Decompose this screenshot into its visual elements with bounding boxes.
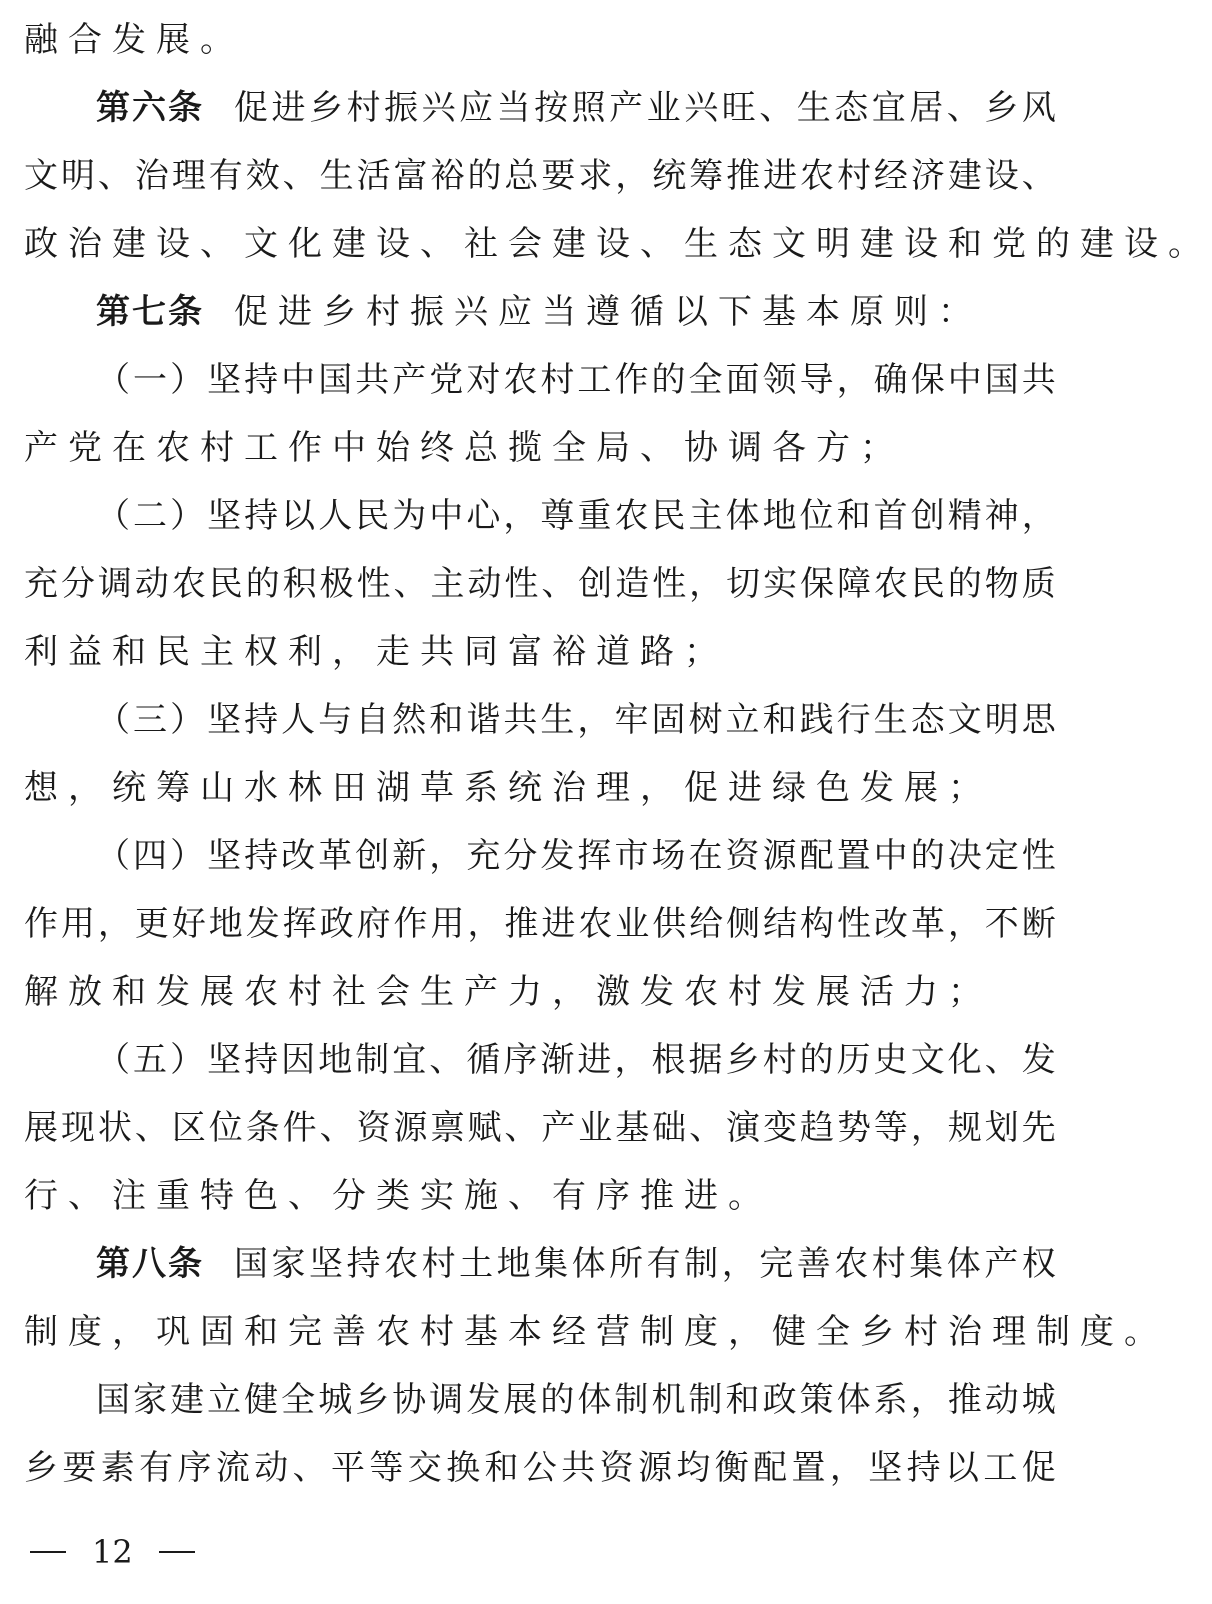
article-heading: 第七条 [96,292,204,332]
text-line: 融合发展。 [24,20,244,60]
text-line: （ 一 ） 坚 持 中 国 共 产 党 对 农 村 工 作 的 全 面 领 导 ， 确 保 中 国 共 [96,360,1056,400]
text-line: 促 进 乡 村 振 兴 应 当 按 照 产 业 兴 旺 、 生 态 宜 居 、 乡 风 [234,88,1056,128]
article-line [96,1240,1056,1288]
text-line: 国 家 建 立 健 全 城 乡 协 调 发 展 的 体 制 机 制 和 政 策 体 系 ， 推 动 城 [96,1380,1056,1420]
text-line: 想，统筹山水林田湖草系统治理，促进绿色发展； [24,768,992,808]
text-line: 产党在农村工作中始终总揽全局、协调各方； [24,428,904,468]
dash-left [30,1551,66,1553]
text-line: （ 四 ） 坚 持 改 革 创 新 ， 充 分 发 挥 市 场 在 资 源 配 置 中 的 决 定 性 [96,836,1056,876]
text-line: 促进乡村振兴应当遵循以下基本原则： [234,292,982,332]
text-line: 利益和民主权利，走共同富裕道路； [24,632,728,672]
article-line [96,84,1056,132]
text-line: 乡 要 素 有 序 流 动 、 平 等 交 换 和 公 共 资 源 均 衡 配 置 ， 坚 持 以 工 促 [24,1448,1056,1488]
article-heading: 第六条 [96,88,204,128]
text-line: 充 分 调 动 农 民 的 积 极 性 、 主 动 性 、 创 造 性 ， 切 实 保 障 农 民 的 物 质 [24,564,1056,604]
page-number: 12 [92,1533,133,1571]
text-line: 展 现 状 、 区 位 条 件 、 资 源 禀 赋 、 产 业 基 础 、 演 变 趋 势 等 ， 规 划 先 [24,1108,1056,1148]
text-line: 作 用 ， 更 好 地 发 挥 政 府 作 用 ， 推 进 农 业 供 给 侧 结 构 性 改 革 ， 不 断 [24,904,1056,944]
page-footer [30,1528,195,1576]
text-line: 文 明 、 治 理 有 效 、 生 活 富 裕 的 总 要 求 ， 统 筹 推 进 农 村 经 济 建 设 、 [24,156,1056,196]
text-line: 解放和发展农村社会生产力，激发农村发展活力； [24,972,992,1012]
text-line: 国 家 坚 持 农 村 土 地 集 体 所 有 制 ， 完 善 农 村 集 体 产 权 [234,1244,1056,1284]
text-line: 政治建设、文化建设、社会建设、生态文明建设和党的建设。 [24,224,1212,264]
article-line [96,288,1056,336]
text-line: 制度，巩固和完善农村基本经营制度，健全乡村治理制度。 [24,1312,1168,1352]
text-line: （ 二 ） 坚 持 以 人 民 为 中 心 ， 尊 重 农 民 主 体 地 位 和 首 创 精 神 ， [96,496,1056,536]
article-heading: 第八条 [96,1244,204,1284]
dash-right [159,1551,195,1553]
text-line: （ 五 ） 坚 持 因 地 制 宜 、 循 序 渐 进 ， 根 据 乡 村 的 历 史 文 化 、 发 [96,1040,1056,1080]
text-line: 行、注重特色、分类实施、有序推进。 [24,1176,772,1216]
text-line: （ 三 ） 坚 持 人 与 自 然 和 谐 共 生 ， 牢 固 树 立 和 践 行 生 态 文 明 思 [96,700,1056,740]
